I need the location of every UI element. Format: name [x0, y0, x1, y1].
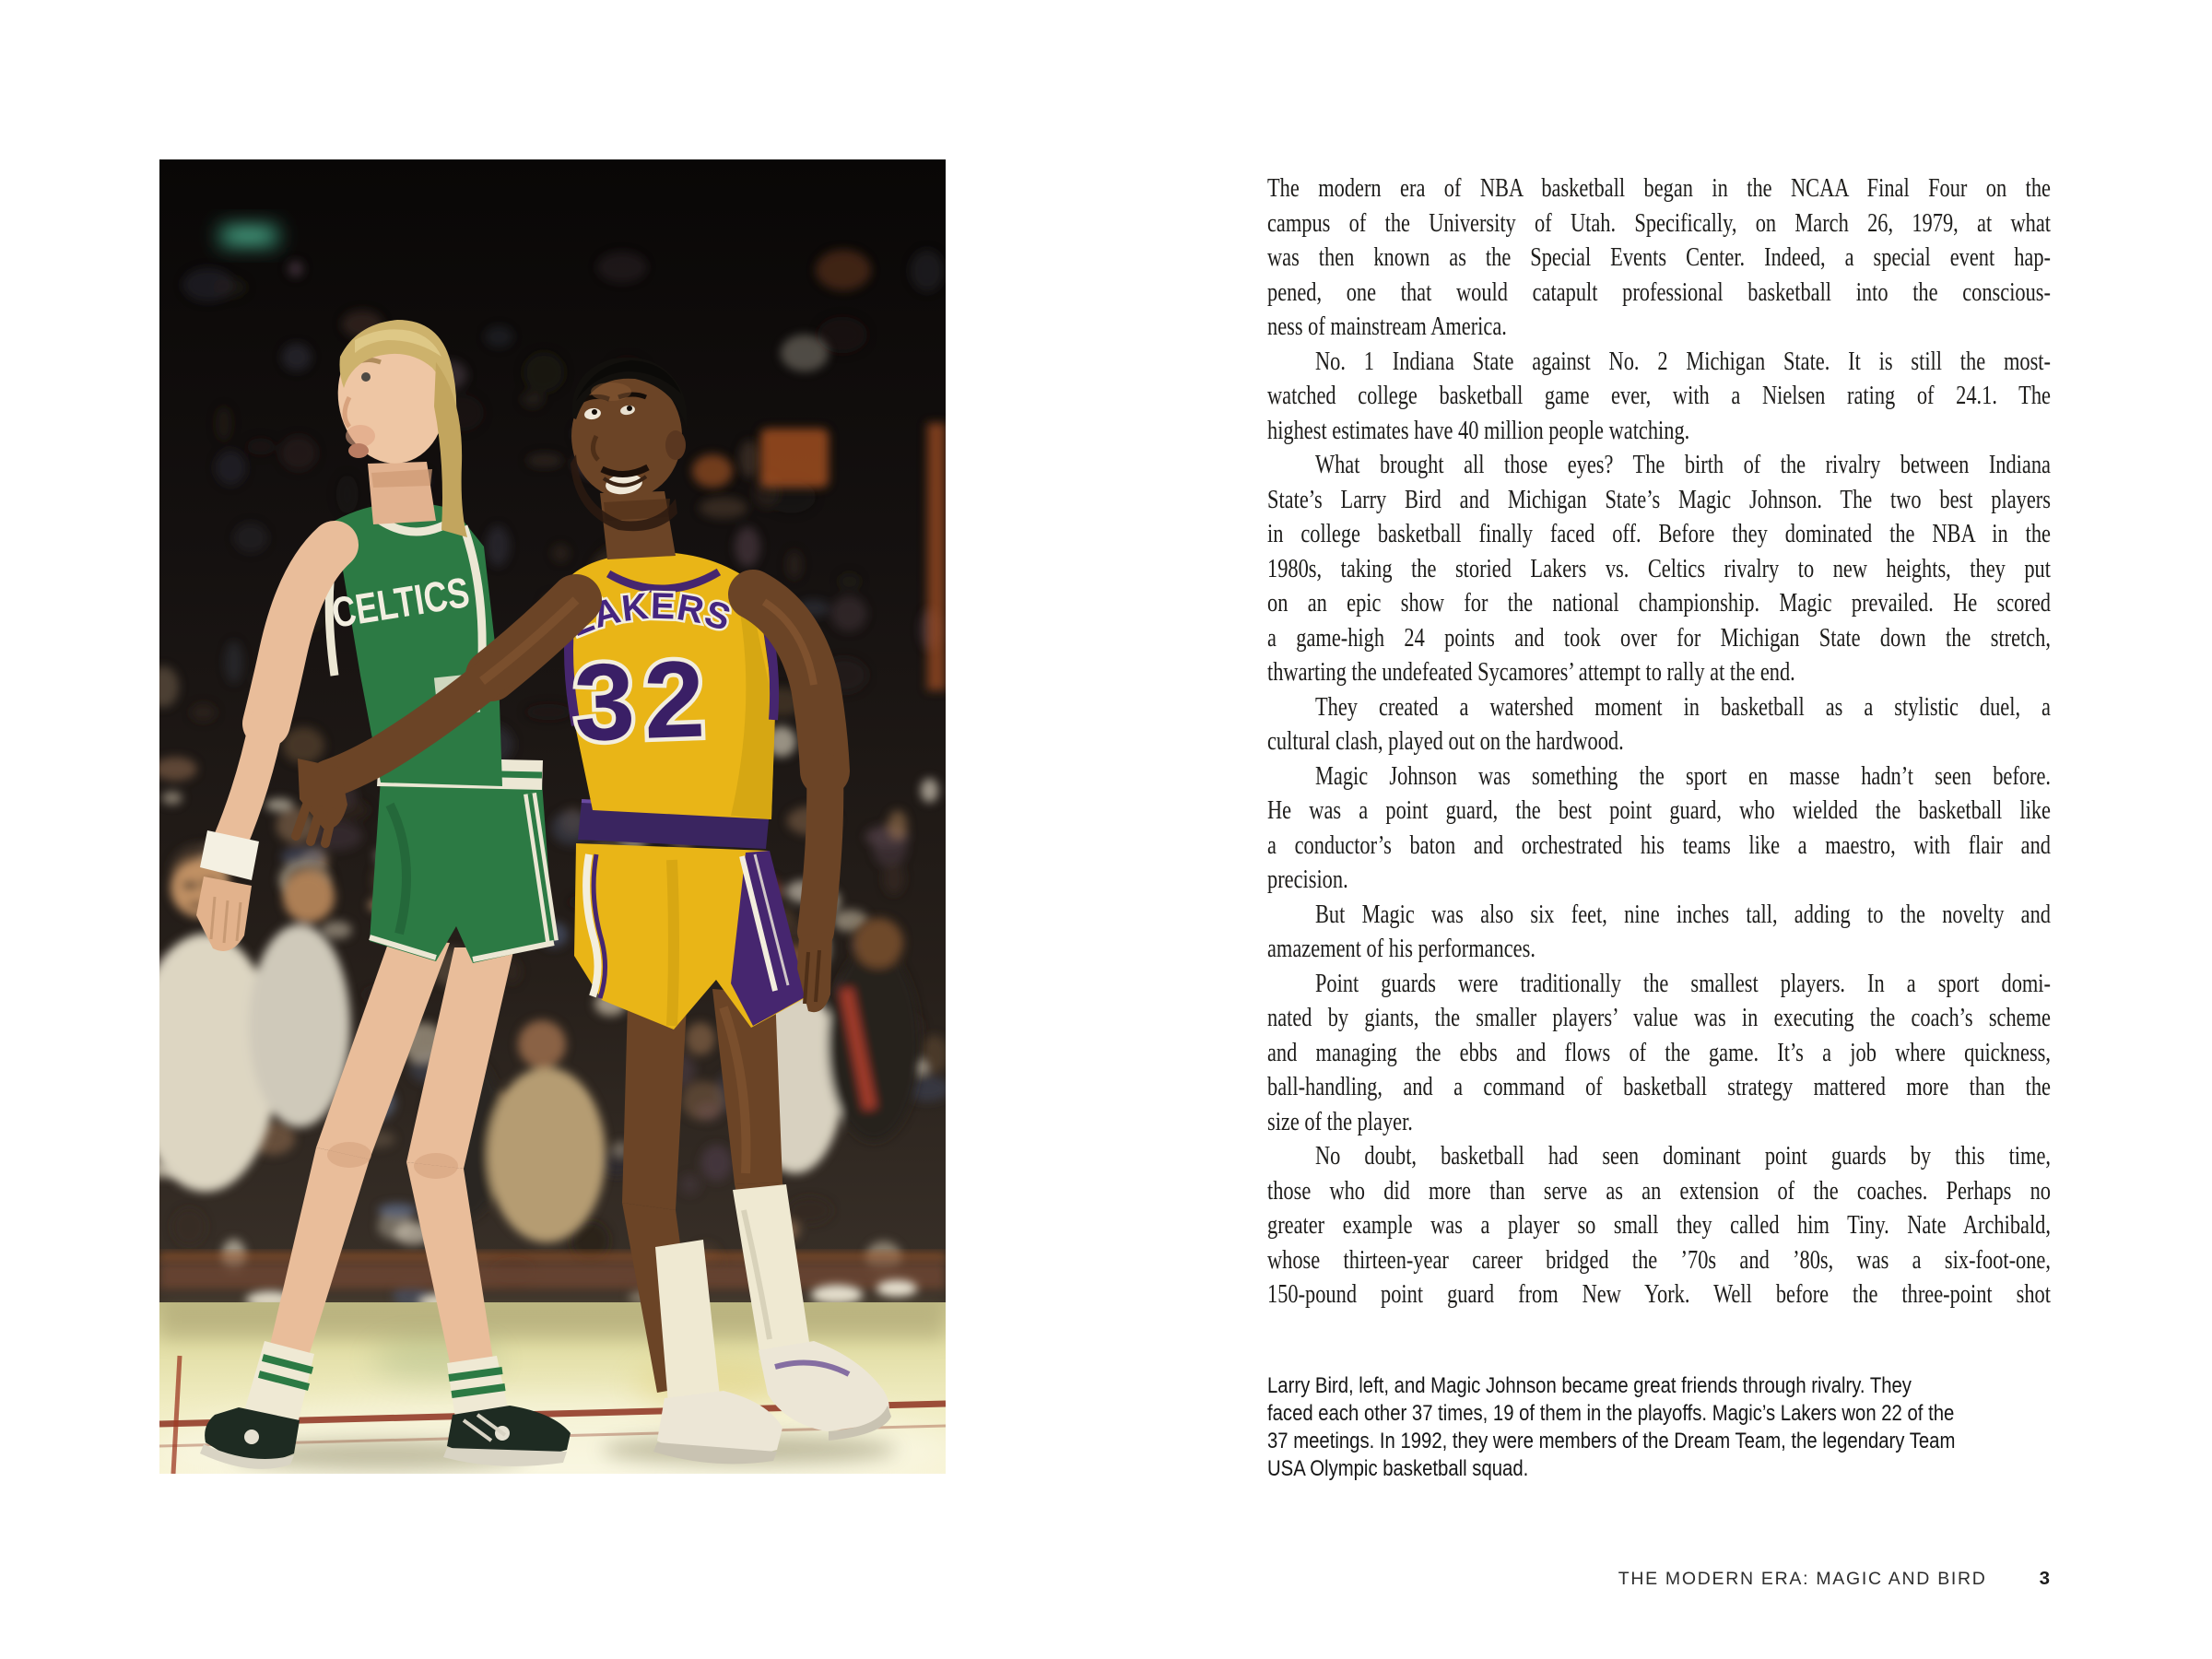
page-footer [1618, 1568, 2050, 1590]
bird-jersey-text: CELTICS [328, 561, 512, 637]
caption-line: 37 meetings. In 1992, they were members of the Dream Team, the legendary Team [1267, 1429, 1956, 1453]
body-line: Magic Johnson was something the sport en masse hadn’t seen before. [1314, 761, 2051, 791]
caption-line: USA Olympic basketball squad. [1267, 1456, 1529, 1481]
body-line: cultural clash, played out on the hardwood. [1267, 727, 1624, 756]
body-line: ness of mainstream America. [1267, 312, 1507, 341]
court-photo-illustration [159, 159, 946, 1474]
body-line: whose thirteen-year career bridged the ’70s and ’80s, was a six-foot-one, [1267, 1245, 2051, 1275]
caption-line: faced each other 37 times, 19 of them in the playoffs. Magic’s Lakers won 22 of the [1267, 1401, 1955, 1426]
body-line: highest estimates have 40 million people watching. [1267, 416, 1690, 445]
body-line: No doubt, basketball had seen dominant point guards by this time, [1314, 1142, 2051, 1171]
body-line: precision. [1267, 865, 1348, 894]
body-line: amazement of his performances. [1267, 935, 1535, 963]
body-line: No. 1 Indiana State against No. 2 Michigan State. It is still the most- [1314, 347, 2051, 376]
body-line: watched college basketball game ever, with a Nielsen rating of 24.1. The [1267, 382, 2051, 410]
body-line: in college basketball finally faced off. Before they dominated the NBA in the [1267, 520, 2051, 548]
body-line: But Magic was also six feet, nine inches tall, adding to the novelty and [1314, 900, 2051, 929]
body-line: greater example was a player so small they called him Tiny. Nate Archibald, [1267, 1211, 2051, 1240]
body-line: and managing the ebbs and flows of the game. It’s a job where quickness, [1267, 1038, 2051, 1067]
body-line: 1980s, taking the storied Lakers vs. Celtics rivalry to new heights, they put [1267, 554, 2051, 583]
photo-larry-bird-magic-johnson [159, 159, 946, 1474]
body-line: State’s Larry Bird and Michigan State’s Magic Johnson. The two best players [1267, 485, 2051, 514]
body-line: He was a point guard, the best point guard, who wielded the basketball like [1267, 796, 2051, 825]
body-line: pened, one that would catapult professional basketball into the conscious- [1267, 277, 2051, 307]
body-line: size of the player. [1267, 1107, 1413, 1136]
body-line: What brought all those eyes? The birth of the rivalry between Indiana [1314, 451, 2051, 479]
caption-line: Larry Bird, left, and Magic Johnson became great friends through rivalry. They [1267, 1373, 1912, 1398]
body-line: 150-pound point guard from New York. Well before the three-point shot [1267, 1280, 2051, 1309]
body-line: campus of the University of Utah. Specifically, on March 26, 1979, at what [1267, 208, 2051, 238]
body-line: was then known as the Special Events Center. Indeed, a special event hap- [1267, 243, 2051, 272]
body-line: They created a watershed moment in basketball as a stylistic duel, a [1314, 692, 2051, 722]
exit-sign-light [218, 224, 279, 248]
body-line: Point guards were traditionally the smallest players. In a sport domi- [1314, 969, 2051, 998]
body-line: on an epic show for the national championship. Magic prevailed. He scored [1267, 589, 2051, 618]
body-line: a game-high 24 points and took over for Michigan State down the stretch, [1267, 623, 2051, 653]
body-line: The modern era of NBA basketball began in the NCAA Final Four on the [1267, 174, 2051, 203]
photo-caption [1267, 1372, 2051, 1483]
body-line: a conductor’s baton and orchestrated his teams like a maestro, with flair and [1267, 830, 2051, 860]
magic-jersey-text: LAKERS [563, 585, 737, 645]
body-line: thwarting the undefeated Sycamores’ attempt to rally at the end. [1267, 658, 1795, 687]
body-line: those who did more than serve as an extension of the coaches. Perhaps no [1267, 1176, 2051, 1206]
body-line: ball-handling, and a command of basketball strategy mattered more than the [1267, 1073, 2051, 1101]
footer-title: THE MODERN ERA: MAGIC AND BIRD [1618, 1569, 1987, 1589]
body-line: nated by giants, the smaller players’ value was in executing the coach’s scheme [1267, 1004, 2051, 1032]
page-number: 3 [2039, 1568, 2050, 1589]
body-text [1267, 171, 2051, 1312]
magic-jersey-number: 32 [571, 638, 716, 765]
